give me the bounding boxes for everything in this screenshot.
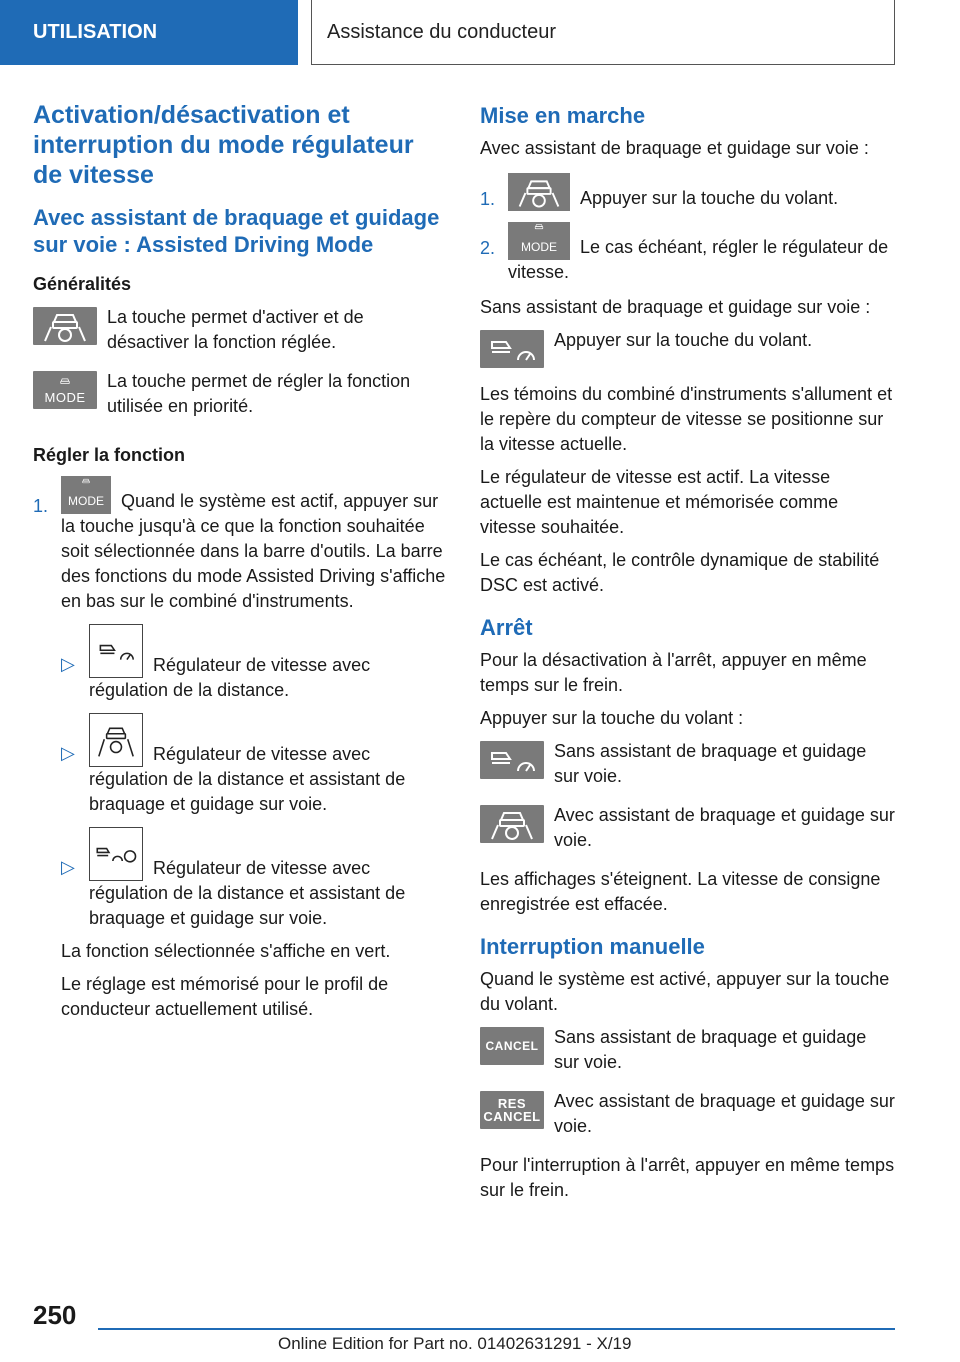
lane-assist-icon	[89, 713, 143, 767]
arret-title: Arrêt	[480, 615, 533, 640]
footer-rule	[98, 1328, 895, 1330]
distance-control-icon	[89, 624, 143, 678]
int-sans-text: Sans assistant de braquage et guidage sur voie.	[554, 1027, 867, 1072]
arret-sans-text: Sans assistant de braquage et guidage sur voie.	[554, 741, 867, 786]
sans-row	[480, 328, 895, 368]
distance-button-icon	[480, 741, 544, 779]
note-2: Le réglage est mémorisé pour le profil de conducteur actuellement utilisé.	[61, 974, 389, 1019]
cancel-button-icon: CANCEL	[480, 1027, 544, 1065]
mode-label-right: MODE	[521, 240, 557, 254]
gen-row-1	[33, 305, 448, 355]
steering-assist-button-icon	[480, 805, 544, 843]
arret-p1: Pour la désactivation à l'arrêt, appuyer en même temps sur le frein.	[480, 650, 867, 695]
int-sans-row	[480, 1025, 895, 1075]
sub-item-3	[61, 827, 448, 931]
gen-text-2: La touche permet de régler la fonction utilisée en priorité.	[107, 371, 411, 416]
subsection-title: Avec assistant de braquage et guidage sur voie : Assisted Driving Mode	[33, 205, 440, 257]
gen-row-2	[33, 369, 448, 419]
mode-label-inline: MODE	[68, 494, 104, 508]
mode-inline-icon	[508, 222, 570, 260]
mise-en-marche-title: Mise en marche	[480, 103, 646, 128]
arret-avec-row	[480, 803, 895, 853]
sub-item-2-text: Régulateur de vitesse avec régulation de la distance et assistant de braquage et guidage sur voie.	[89, 744, 406, 814]
sub-item-1-text: Régulateur de vitesse avec régulation de la distance.	[89, 655, 371, 700]
page-number: 250	[33, 1300, 77, 1330]
marche-p2: Le régulateur de vitesse est actif. La vitesse actuelle est maintenue et mémorisée comme vitesse souhaitée.	[480, 467, 839, 537]
marche-step-2-text: Le cas échéant, régler le régulateur de vitesse.	[508, 237, 889, 282]
int-p1: Quand le système est activé, appuyer sur la touche du volant.	[480, 969, 890, 1014]
marche-step-1-number: 1.	[480, 189, 496, 209]
header-section: UTILISATION	[0, 0, 298, 65]
sans-text: Appuyer sur la touche du volant.	[554, 330, 813, 350]
marche-step-1-text: Appuyer sur la touche du volant.	[580, 188, 839, 208]
sub-item-1	[61, 624, 448, 703]
sans-intro: Sans assistant de braquage et guidage sur voie :	[480, 297, 871, 317]
regler-title: Régler la fonction	[33, 445, 186, 465]
interruption-title: Interruption manuelle	[480, 934, 705, 959]
marche-step-1	[480, 173, 895, 212]
sub-item-2	[61, 713, 448, 817]
left-column	[33, 100, 448, 1030]
int-avec-text: Avec assistant de braquage et guidage sur voie.	[554, 1091, 895, 1136]
arret-p3: Les affichages s'éteignent. La vitesse de consigne enregistrée est effacée.	[480, 869, 881, 914]
marche-intro: Avec assistant de braquage et guidage sur voie :	[480, 138, 869, 158]
int-p2: Pour l'interruption à l'arrêt, appuyer en même temps sur le frein.	[480, 1155, 895, 1200]
step-1	[33, 476, 448, 614]
note-1: La fonction sélectionnée s'affiche en vert.	[61, 941, 391, 961]
mode-label: MODE	[44, 389, 86, 405]
int-avec-row	[480, 1089, 895, 1139]
mode-button-inline-icon	[61, 476, 111, 514]
triangle-bullet-icon: ▷	[61, 743, 75, 763]
step-1-text: Quand le système est actif, appuyer sur la touche jusqu'à ce que la fonction souhaitée soit sélectionnée dans la barre d'outils. La barre des fonctions du mode Assisted Driving s'affiche en bas sur le combiné d'instruments.	[61, 491, 446, 611]
triangle-bullet-icon: ▷	[61, 857, 75, 877]
marche-step-2-number: 2.	[480, 238, 496, 258]
res-cancel-button-icon	[480, 1091, 544, 1129]
arret-p2: Appuyer sur la touche du volant :	[480, 708, 744, 728]
marche-step-2	[480, 222, 895, 285]
steering-assist-button-icon	[33, 307, 97, 345]
footer-edition: Online Edition for Part no. 01402631291 - X/19	[278, 1334, 632, 1353]
mode-button-icon	[33, 371, 97, 409]
distance-button-icon	[480, 330, 544, 368]
arret-avec-text: Avec assistant de braquage et guidage sur voie.	[554, 805, 895, 850]
sub-item-3-text: Régulateur de vitesse avec régulation de la distance et assistant de braquage et guidage sur voie.	[89, 858, 406, 928]
triangle-bullet-icon: ▷	[61, 654, 75, 674]
gen-text-1: La touche permet d'activer et de désactiver la fonction réglée.	[107, 307, 364, 352]
res-cancel-label: CANCEL	[483, 1109, 541, 1124]
steering-assist-inline-icon	[508, 173, 570, 211]
right-column	[480, 102, 895, 1211]
marche-p1: Les témoins du combiné d'instruments s'allument et le repère du compteur de vitesse se positionne sur la vitesse actuelle.	[480, 384, 893, 454]
arret-sans-row	[480, 739, 895, 789]
res-label: RES	[497, 1096, 527, 1111]
step-1-number: 1.	[33, 496, 49, 516]
header-chapter: Assistance du conducteur	[311, 0, 895, 65]
marche-p3: Le cas échéant, le contrôle dynamique de stabilité DSC est activé.	[480, 550, 880, 595]
generalites-title: Généralités	[33, 274, 132, 294]
section-title: Activation/désactivation et interruption du mode régulateur de vitesse	[33, 101, 414, 189]
distance-steering-icon	[89, 827, 143, 881]
